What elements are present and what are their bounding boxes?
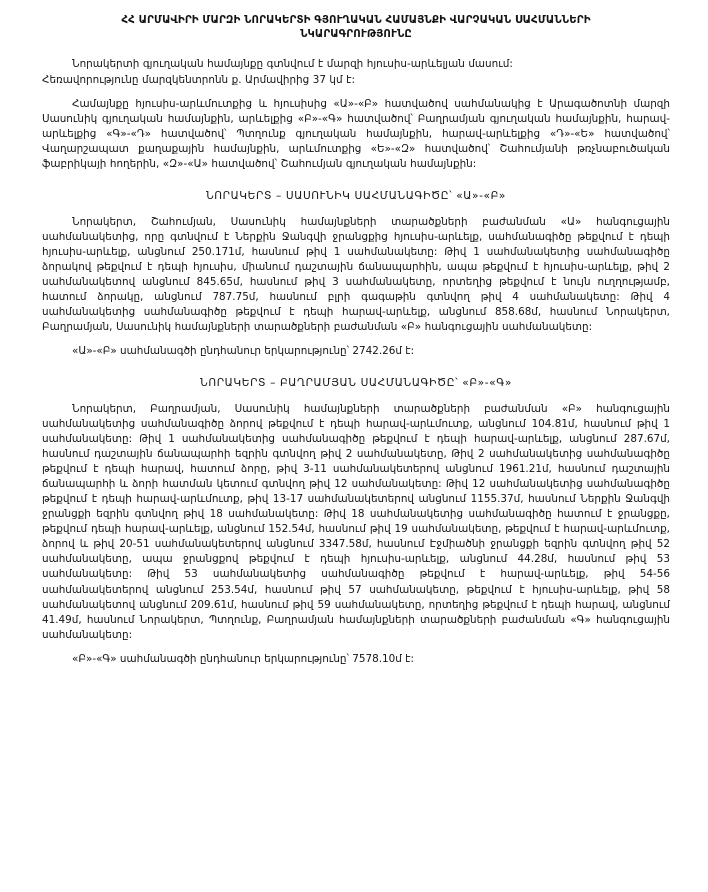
- intro-location-paragraph: Նորակերտի գյուղական համայնքը գտնվում է մարզի հյուսիս-արևելյան մասում:: [72, 57, 513, 70]
- section-body-bg: Նորակերտ, Բաղրամյան, Սասունիկ համայնքների տարածքների բաժանման «Բ» հանգուցային սահմանակետից սահմանագիծը ձորով թեքվում է դեպի հարավ-արևմուտք, անցնում 104.81մ, հասնում թիվ 1 սահմանակետը: Թիվ 1 սահմանակետից սահմանագիծը թեքվում է դեպի հարավ-արևելք, անցնում 287.67մ, հասնում դաշտային ճանապարհի եզրին գտնվող թիվ 2 սահմանակետը, Թիվ 2 սահմանակետից սահմանագիծը թեքվում է դեպի հարավ, հատում ձորը, թիվ 3-11 սահմանակետերով անցնում 1961.21մ, հասնում դաշտային ճանապարհի և ձորի հատման կետում գտնվող թիվ 12 սահմանակետը: Թիվ 12 սահմանակետից սահմանագիծը թեքվում է դեպի հարավ-արևմուտք, թիվ 13-17 սահմանակետերով անցնում 1155.37մ, հասնում Ներքին Ջանգվի ջրանցքի եզրին գտնվող թիվ 18 սահմանակետը: Թիվ 18 սահմանակետից սահմանագիծը հատում է ջրանցքը, թեքվում դեպի հարավ-արևելք, անցնում 152.54մ, հասնում թիվ 19 սահմանակետը, թեքվում է հարավ-արևմուտք, ձորով և թիվ 20-51 սահմանակետերով անցնում 3347.58մ, հասնում Էջմիածնի ջրանցքի եզրին գտնվող թիվ 52 սահմանակետը, ապա ջրանցքով թեքվում է դեպի հյուսիս-արևելք, անցնում 44.28մ, հասնում թիվ 53 սահմանակետը: Թիվ 53 սահմանակետից սահմանագիծը թեքվում է հարավ-արևելք, թիվ 54-56 սահմանակետերով անցնում 253.54մ, հասնում թիվ 57 սահմանակետը, թեքվում է հյուսիս-արևելք, թիվ 58 սահմանակետով անցնում 209.61մ, հասնում թիվ 59 սահմանակետը, որտեղից թեքվում է դեպի հարավ, անցնում 41.49մ, հասնում Նորակերտ, Պտղունք, Բաղրամյան համայնքների տարածքների բաժանման «Գ» հանգուցային սահմանակետը:: [42, 403, 670, 641]
- section-heading-bg: ՆՈՐԱԿԵՐՏ – ԲԱՂՐԱՄՅԱՆ ՍԱՀՄԱՆԱԳԻԾԸ՝ «Բ»-«Գ»: [200, 377, 512, 390]
- page-title-line-1: ՀՀ ԱՐՄԱՎԻՐԻ ՄԱՐԶԻ ՆՈՐԱԿԵՐՏԻ ԳՅՈՒՂԱԿԱՆ ՀԱՄԱՅՆՔԻ ՎԱՐՉԱԿԱՆ ՍԱՀՄԱՆՆԵՐԻ: [121, 15, 591, 26]
- section-norakert-sasunik: [42, 189, 670, 359]
- page-title: [42, 14, 670, 43]
- intro-block: [42, 57, 670, 172]
- section-body-ab: Նորակերտ, Շահումյան, Սասունիկ համայնքների տարածքների բաժանման «Ա» հանգուցային սահմանակետից, որը գտնվում է Ներքին Ջանգվի ջրանցքից հյուսիս-արևելք, սահմանագիծը թեքվում է դեպի հյուսիս-արևելք, անցնում 250.171մ, հասնում թիվ 1 սահմանակետը: Թիվ 1 սահմանակետից սահմանագիծը ձորակով թեքվում է դեպի հյուսիս, միանում դաշտային ճանապարհին, ապա թեքվում է հյուսիս-արևելք, թիվ 2 սահմանակետով անցնում 845.65մ, հասնում թիվ 3 սահմանակետը, որտեղից թեքվում է նույն ուղղությամբ, հատում ձորակը, անցնում 787.75մ, հասնում բլրի գագաթին գտնվող թիվ 4 սահմանակետը: Թիվ 4 սահմանակետից սահմանագիծը թեքվում է դեպի հարավ-արևելք, անցնում 858.68մ, հասնում Նորակերտ, Բաղրամյան, Սասունիկ համայնքների տարածքների բաժանման «Բ» հանգուցային սահմանակետը:: [42, 216, 670, 334]
- intro-distance-paragraph: Հեռավորությունը մարզկենտրոնն ք. Արմավիրից 37 կմ է:: [42, 74, 355, 86]
- section-heading-ab: ՆՈՐԱԿԵՐՏ – ՍԱՍՈՒՆԻԿ ՍԱՀՄԱՆԱԳԻԾԸ՝ «Ա»-«Բ»: [205, 190, 507, 203]
- page-title-line-2: ՆԿԱՐԱԳՐՈՒԹՅՈՒՆԸ: [300, 29, 412, 41]
- section-norakert-baghramyan: [42, 376, 670, 666]
- intro-neighbours-paragraph: Համայնքը հյուսիս-արևմուտքից և հյուսիսից «Ա»-«Բ» հատվածով սահմանակից է Արագածոտնի մարզի Սասունիկ գյուղական համայնքին, արևելքից «Բ»-«Գ» հատվածով՝ Բաղրամյան գյուղական համայնքին, հարավ-արևելքից «Գ»-«Դ» հատվածով՝ Պտղունք գյուղական համայնքին, հարավ-արևելքից «Դ»-«Ե» հատվածով՝ Վաղարշապատ քաղաքային համայնքին, արևմուտքից «Ե»-«Զ» հատվածով՝ Շահումյանի թռչնաբուծական ֆաբրիկայի հողերին, «Զ»-«Ա» հատվածով՝ Շահումյան գյուղական համայնքին:: [42, 98, 670, 171]
- section-total-length-ab: «Ա»-«Բ» սահմանագծի ընդհանուր երկարությունը՝ 2742.26մ է:: [72, 345, 415, 358]
- section-total-length-bg: «Բ»-«Գ» սահմանագծի ընդհանուր երկարությունը՝ 7578.10մ է:: [72, 652, 414, 665]
